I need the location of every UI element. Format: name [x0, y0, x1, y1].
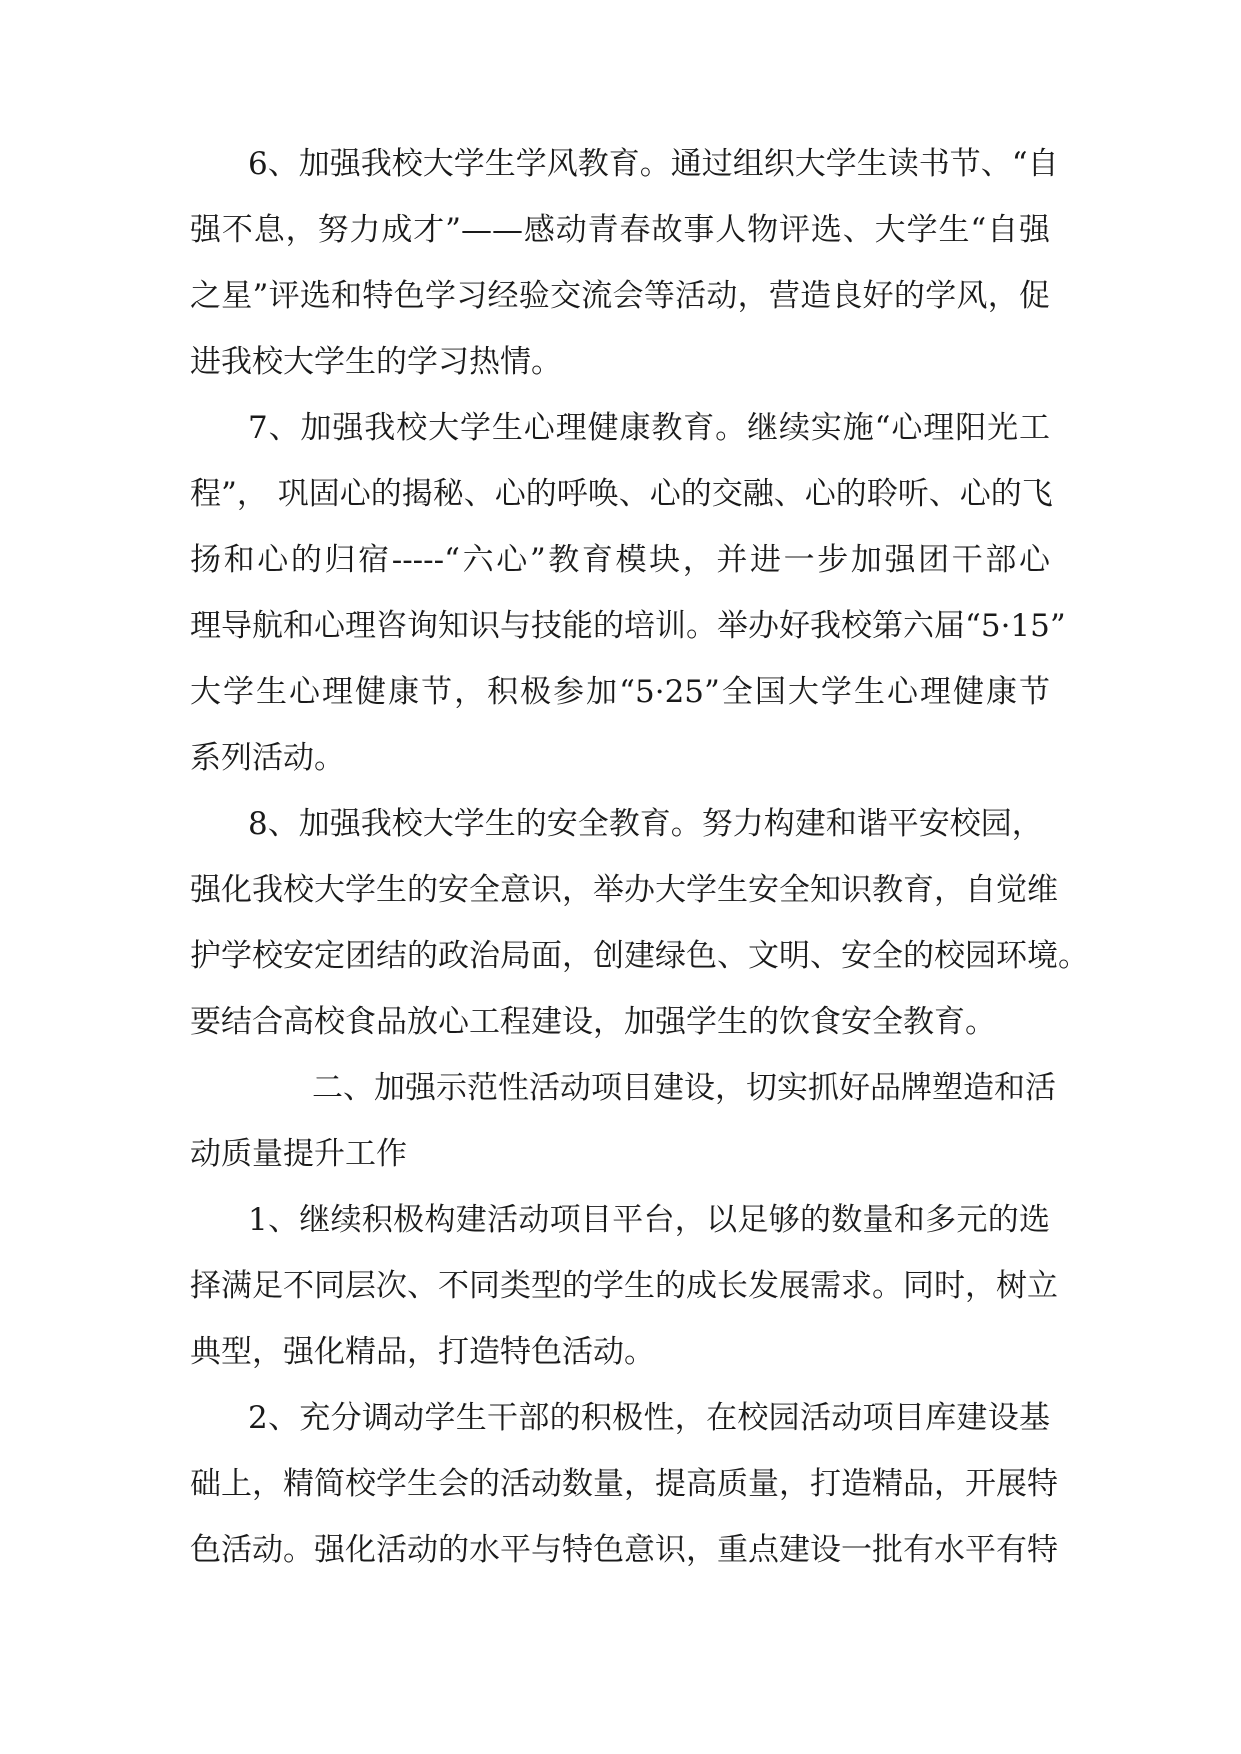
- text-line: 强化我校大学生的安全意识，举办大学生安全知识教育，自觉维: [190, 872, 1058, 908]
- text-line: 典型，强化精品，打造特色活动。: [190, 1334, 655, 1370]
- text-line: 扬和心的归宿-----“六心”教育模块，并进一步加强团干部心: [190, 542, 1050, 578]
- text-line: 理导航和心理咨询知识与技能的培训。举办好我校第六届“5·15”: [190, 608, 1066, 644]
- text-line: 础上，精简校学生会的活动数量，提高质量，打造精品，开展特: [190, 1466, 1058, 1502]
- text-line: 2、充分调动学生干部的积极性，在校园活动项目库建设基: [248, 1400, 1050, 1436]
- text-line: 色活动。强化活动的水平与特色意识，重点建设一批有水平有特: [190, 1532, 1058, 1568]
- text-line: 1、继续积极构建活动项目平台，以足够的数量和多元的选: [248, 1202, 1050, 1238]
- text-line: 之星”评选和特色学习经验交流会等活动，营造良好的学风，促: [190, 278, 1050, 314]
- text-line: 要结合高校食品放心工程建设，加强学生的饮食安全教育。: [190, 1004, 996, 1040]
- text-line: 进我校大学生的学习热情。: [190, 344, 562, 380]
- section-heading: 二、加强示范性活动项目建设，切实抓好品牌塑造和活: [312, 1070, 1056, 1106]
- text-line: 系列活动。: [190, 740, 345, 776]
- section-heading-cont: 动质量提升工作: [190, 1136, 407, 1172]
- text-line: 强不息，努力成才”——感动青春故事人物评选、大学生“自强: [190, 212, 1050, 248]
- text-line: 8、加强我校大学生的安全教育。努力构建和谐平安校园，: [248, 806, 1043, 842]
- text-line: 6、加强我校大学生学风教育。通过组织大学生读书节、“自: [248, 146, 1059, 182]
- text-line: 程”， 巩固心的揭秘、心的呼唤、心的交融、心的聆听、心的飞: [190, 476, 1053, 512]
- text-line: 择满足不同层次、不同类型的学生的成长发展需求。同时，树立: [190, 1268, 1058, 1304]
- text-line: 护学校安定团结的政治局面，创建绿色、文明、安全的校园环境。: [190, 938, 1089, 974]
- text-line: 大学生心理健康节，积极参加“5·25”全国大学生心理健康节: [190, 674, 1050, 710]
- text-line: 7、加强我校大学生心理健康教育。继续实施“心理阳光工: [248, 410, 1050, 446]
